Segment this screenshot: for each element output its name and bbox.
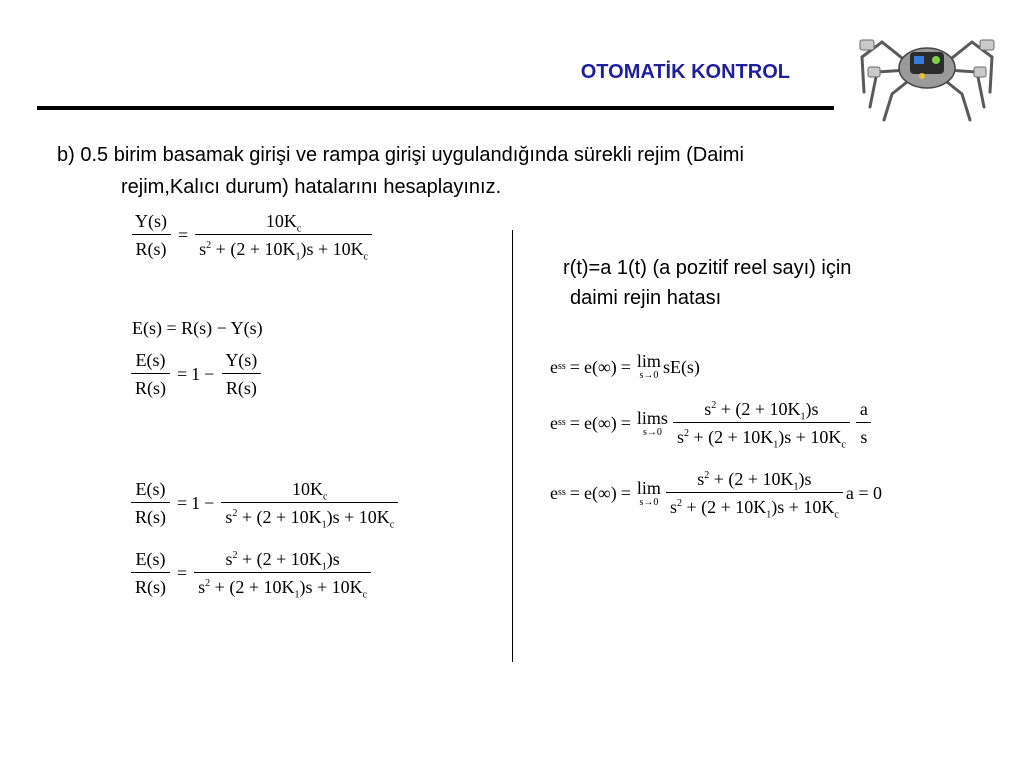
hexapod-robot-icon bbox=[852, 12, 1002, 124]
error-definition-eq: E(s) = R(s) − Y(s) bbox=[132, 318, 263, 338]
fraction: $\frac{10K_c}{s^2 + (2 + 10K_1)s + 10K_c}$ bbox=[195, 212, 372, 258]
fraction: $\frac{s^2 + (2 + 10K_1)s}{s^2 + (2 + 10K_1)s + 10K_c}$ bbox=[194, 550, 371, 596]
limit: lim s→0 bbox=[636, 351, 661, 381]
error-ratio-simplified-eq: $\frac{E(s)}{R(s)}$ = $\frac{s^2 + (2 + 10K_1)s}{s^2 + (2 + 10K_1)s + 10K_c}$ bbox=[128, 550, 374, 596]
fraction: $\frac{s^2 + (2 + 10K_1)s}{s^2 + (2 + 10K_1)s + 10K_c}$ bbox=[673, 400, 850, 446]
error-ratio-expanded-eq: $\frac{E(s)}{R(s)}$ = 1 − $\frac{10K_c}{s^2 + (2 + 10K_1)s + 10K_c}$ bbox=[128, 480, 401, 526]
transfer-function-eq: $\frac{Y(s)}{R(s)}$ = $\frac{10K_c}{s^2 + (2 + 10K_1)s + 10K_c}$ bbox=[128, 212, 375, 258]
steady-state-error-sub-eq: e ss = e(∞) = lims s→0 $\frac{s^2 + (2 + 10K_1)s}{s^2 + (2 + 10K_1)s + 10K_c}$ $\frac{a}{s}$ bbox=[550, 400, 875, 446]
steady-state-error-result-eq: e ss = e(∞) = lim s→0 $\frac{s^2 + (2 + 10K_1)s}{s^2 + (2 + 10K_1)s + 10K_c}$ a = 0 bbox=[550, 469, 882, 521]
limit: lims s→0 bbox=[636, 407, 668, 438]
steady-state-error-def-eq: e ss = e(∞) = lim s→0 sE(s) bbox=[550, 351, 700, 381]
title-divider bbox=[37, 106, 834, 110]
fraction: $\frac{s^2 + (2 + 10K_1)s}{s^2 + (2 + 10K_1)s + 10K_c}$ bbox=[666, 470, 843, 516]
fraction: $\frac{E(s)}{R(s)}$ bbox=[131, 550, 170, 596]
page-title: OTOMATİK KONTROL bbox=[580, 61, 790, 83]
error-ratio-eq: $\frac{E(s)}{R(s)}$ = 1 − $\frac{Y(s)}{R(s)}$ bbox=[128, 351, 264, 397]
fraction: $\frac{Y(s)}{R(s)}$ bbox=[131, 212, 171, 258]
fraction: $\frac{a}{s}$ bbox=[856, 400, 872, 446]
note-line-1: r(t)=a 1(t) (a pozitif reel sayı) için bbox=[563, 257, 852, 279]
limit: lim s→0 bbox=[636, 477, 661, 508]
fraction: $\frac{Y(s)}{R(s)}$ bbox=[221, 351, 261, 397]
fraction: $\frac{E(s)}{R(s)}$ bbox=[131, 351, 170, 397]
note-line-2: daimi rejin hatası bbox=[570, 287, 722, 309]
column-divider bbox=[512, 230, 513, 662]
fraction: $\frac{10K_c}{s^2 + (2 + 10K_1)s + 10K_c}$ bbox=[221, 480, 398, 526]
problem-line-1: b) 0.5 birim basamak girişi ve rampa girişi uygulandığında sürekli rejim (Daimi bbox=[57, 144, 744, 166]
fraction: $\frac{E(s)}{R(s)}$ bbox=[131, 480, 170, 526]
problem-line-2: rejim,Kalıcı durum) hatalarını hesaplayınız. bbox=[121, 176, 502, 198]
